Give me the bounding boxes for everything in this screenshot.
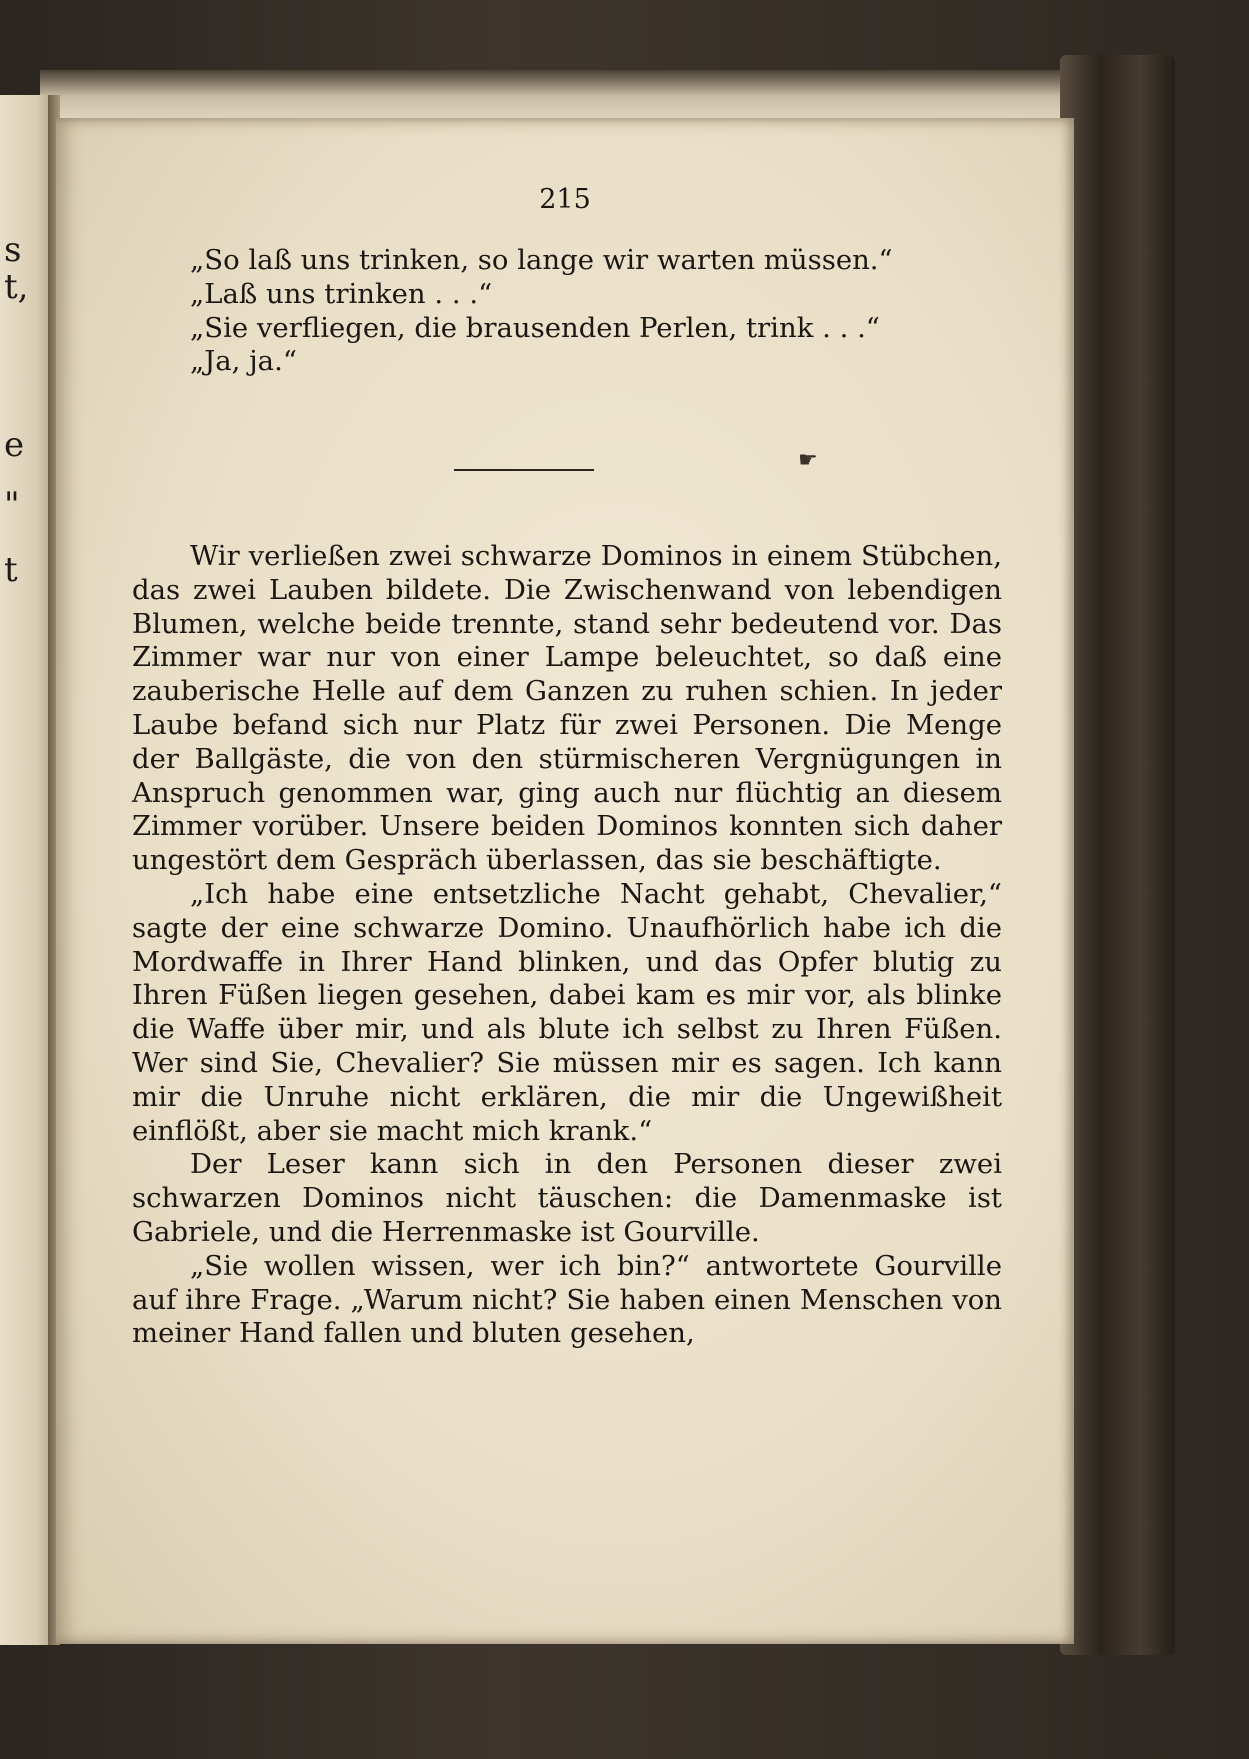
previous-page-fragment: t, <box>4 267 29 307</box>
dialogue-block <box>132 244 1002 379</box>
book-page <box>56 118 1074 1644</box>
book-cover-edge <box>1060 55 1175 1655</box>
paragraph: „Ich habe eine entsetzliche Nacht gehabt, Chevalier,“ sagte der eine schwarze Domino. Unaufhörlich habe ich die Mordwaffe in Ihrer Hand blinken, und das Opfer blutig zu Ihren Füßen liegen gesehen, dabei kam es mir vor, als blinke die Waffe über mir, und als blute ich selbst zu Ihren Füßen. Wer sind Sie, Chevalier? Sie müssen mir es sagen. Ich kann mir die Unruhe nicht erklären, die mir die Ungewißheit einflößt, aber sie macht mich krank.“ <box>132 877 1002 1147</box>
page-number: 215 <box>539 184 591 215</box>
paragraph: Der Leser kann sich in den Personen dieser zwei schwarzen Dominos nicht täuschen: die Damenmaske ist Gabriele, und die Herrenmaske ist Gourville. <box>132 1148 1002 1248</box>
dialogue-line: „Ja, ja.“ <box>190 345 297 378</box>
previous-page-fragment: e <box>4 425 25 465</box>
body-text <box>132 540 1002 1351</box>
previous-page-fragment: " <box>4 485 20 525</box>
previous-page-fragment: s <box>4 230 22 270</box>
section-divider <box>454 469 594 471</box>
paragraph: „Sie wollen wissen, wer ich bin?“ antwortete Gourville auf ihre Frage. „Warum nicht? Sie haben einen Menschen von meiner Hand fallen und bluten gesehen, <box>132 1249 1002 1350</box>
ink-blot-mark: ☛ <box>798 448 818 473</box>
dialogue-line: „Sie verfliegen, die brausenden Perlen, trink . . .“ <box>190 311 880 344</box>
dialogue-line: „Laß uns trinken . . .“ <box>190 277 493 310</box>
previous-page-sliver <box>0 95 52 1645</box>
dialogue-line: „So laß uns trinken, so lange wir warten müssen.“ <box>190 244 893 276</box>
previous-page-fragment: t <box>4 550 18 590</box>
paragraph: Wir verließen zwei schwarze Dominos in einem Stübchen, das zwei Lauben bildete. Die Zwischenwand von lebendigen Blumen, welche beide trennte, stand sehr bedeutend vor. Das Zimmer war nur von einer Lampe beleuchtet, so daß eine zauberische Helle auf dem Ganzen zu ruhen schien. In jeder Laube befand sich nur Platz für zwei Personen. Die Menge der Ballgäste, die von den stürmischeren Vergnügungen in Anspruch genommen war, ging auch nur flüchtig an diesem Zimmer vorüber. Unsere beiden Dominos konnten sich daher ungestört dem Gespräch überlassen, das sie beschäftigte. <box>132 540 1002 877</box>
